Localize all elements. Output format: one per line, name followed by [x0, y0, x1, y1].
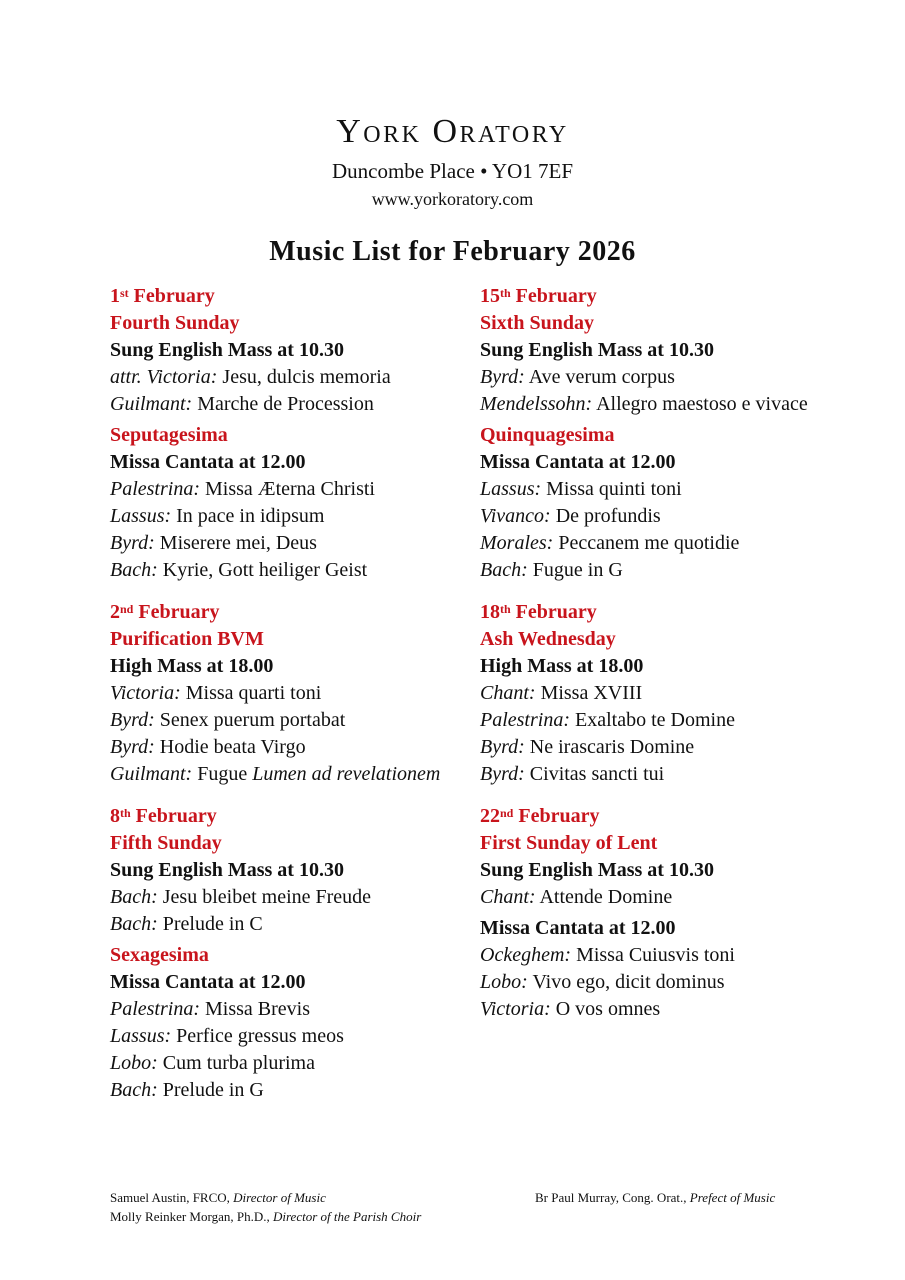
piece-title: Marche de Procession [197, 393, 374, 415]
music-piece [480, 391, 850, 418]
piece-title: Missa quinti toni [546, 478, 682, 500]
org-title: York Oratory [336, 113, 569, 150]
piece-title: Attende Domine [539, 886, 673, 908]
music-piece [110, 911, 470, 938]
music-piece [110, 884, 470, 911]
piece-title: Peccanem me quotidie [558, 532, 740, 554]
date-suffix: th [500, 286, 511, 300]
composer-name: Lobo: [110, 1052, 158, 1074]
music-piece [110, 476, 470, 503]
date-heading [110, 283, 470, 310]
piece-title: Fugue in G [532, 559, 623, 581]
date-month: February [133, 285, 215, 307]
date-month: February [515, 285, 597, 307]
music-piece [480, 734, 850, 761]
service-group [480, 337, 850, 418]
music-piece [110, 680, 470, 707]
footer-right [535, 1188, 775, 1207]
staff-name: Samuel Austin, FRCO, [110, 1190, 230, 1205]
left-column [110, 283, 470, 1119]
footer-left [110, 1188, 421, 1226]
piece-title: Cum turba plurima [162, 1052, 315, 1074]
music-piece [480, 557, 850, 584]
date-day: 22 [480, 805, 500, 827]
day-entry [480, 283, 850, 584]
date-day: 2 [110, 601, 120, 623]
date-heading [480, 283, 850, 310]
service-group [480, 857, 850, 911]
service-time: High Mass at 18.00 [110, 655, 274, 677]
composer-name: Morales: [480, 532, 554, 554]
occasion-title: Fifth Sunday [110, 832, 222, 854]
date-heading [480, 599, 850, 626]
day-entry [480, 599, 850, 788]
music-piece [110, 557, 470, 584]
music-piece [480, 942, 850, 969]
piece-title: Vivo ego, dicit dominus [532, 971, 725, 993]
staff-name: Molly Reinker Morgan, Ph.D., [110, 1209, 270, 1224]
feast-title: Seputagesima [110, 424, 228, 446]
music-piece [110, 1077, 470, 1104]
service-time: High Mass at 18.00 [480, 655, 644, 677]
staff-credit [110, 1188, 421, 1207]
website-link[interactable]: www.yorkoratory.com [371, 189, 534, 209]
piece-title: Missa Æterna Christi [205, 478, 375, 500]
occasion-title: First Sunday of Lent [480, 832, 658, 854]
piece-title: Civitas sancti tui [529, 763, 665, 785]
composer-name: Byrd: [480, 366, 525, 388]
composer-name: Victoria: [110, 682, 181, 704]
date-suffix: nd [500, 806, 514, 820]
composer-name: Guilmant: [110, 763, 193, 785]
staff-credit [535, 1188, 775, 1207]
music-list-title: Music List for February 2026 [269, 236, 636, 267]
composer-name: Bach: [110, 913, 158, 935]
piece-subtitle: Lumen ad revelationem [252, 763, 441, 785]
piece-title: Ave verum corpus [528, 366, 675, 388]
music-piece [110, 503, 470, 530]
day-entry [110, 283, 470, 584]
service-group [110, 337, 470, 418]
service-time: Sung English Mass at 10.30 [480, 339, 714, 361]
music-piece [110, 734, 470, 761]
service-group [110, 422, 470, 584]
date-day: 18 [480, 601, 500, 623]
piece-title: Missa XVIII [540, 682, 643, 704]
date-heading [110, 803, 470, 830]
service-time: Sung English Mass at 10.30 [480, 859, 714, 881]
composer-name: Palestrina: [110, 998, 200, 1020]
composer-name: Vivanco: [480, 505, 551, 527]
staff-credit [110, 1207, 421, 1226]
music-piece [480, 503, 850, 530]
piece-title: Jesu, dulcis memoria [222, 366, 391, 388]
music-piece [110, 707, 470, 734]
composer-name: Byrd: [110, 532, 155, 554]
occasion-title: Sixth Sunday [480, 312, 594, 334]
piece-title: Hodie beata Virgo [159, 736, 306, 758]
composer-name: Lobo: [480, 971, 528, 993]
composer-name: Palestrina: [480, 709, 570, 731]
occasion-title: Fourth Sunday [110, 312, 240, 334]
composer-name: Ockeghem: [480, 944, 572, 966]
piece-title: In pace in idipsum [176, 505, 325, 527]
music-piece [480, 996, 850, 1023]
piece-title: Missa Brevis [205, 998, 310, 1020]
service-group [480, 422, 850, 584]
date-month: February [515, 601, 597, 623]
composer-name: Bach: [110, 559, 158, 581]
piece-title: Fugue [197, 763, 248, 785]
music-piece [480, 364, 850, 391]
date-day: 8 [110, 805, 120, 827]
staff-role: Director of the Parish Choir [272, 1209, 422, 1224]
service-group [110, 653, 470, 788]
page-header [0, 108, 905, 272]
music-piece [480, 530, 850, 557]
piece-title: Miserere mei, Deus [159, 532, 317, 554]
composer-name: Lassus: [480, 478, 542, 500]
date-suffix: th [500, 602, 511, 616]
service-time: Missa Cantata at 12.00 [480, 917, 676, 939]
piece-title: Allegro maestoso e vivace [596, 393, 808, 415]
piece-title: Exaltabo te Domine [575, 709, 735, 731]
date-month: February [518, 805, 600, 827]
service-time: Missa Cantata at 12.00 [480, 451, 676, 473]
piece-title: Jesu bleibet meine Freude [162, 886, 372, 908]
composer-name: Bach: [110, 886, 158, 908]
composer-name: Byrd: [110, 736, 155, 758]
address: Duncombe Place • YO1 7EF [331, 159, 574, 183]
composer-name: Chant: [480, 886, 536, 908]
date-day: 15 [480, 285, 500, 307]
service-time: Missa Cantata at 12.00 [110, 451, 306, 473]
music-piece [110, 391, 470, 418]
occasion-title: Purification BVM [110, 628, 264, 650]
composer-name: Bach: [480, 559, 528, 581]
piece-title: Prelude in C [162, 913, 263, 935]
date-month: February [135, 805, 217, 827]
composer-name: Bach: [110, 1079, 158, 1101]
music-piece [110, 364, 470, 391]
composer-name: Byrd: [480, 736, 525, 758]
staff-role: Director of Music [233, 1190, 326, 1205]
piece-title: Missa quarti toni [185, 682, 322, 704]
piece-title: De profundis [555, 505, 661, 527]
date-suffix: nd [120, 602, 134, 616]
service-time: Missa Cantata at 12.00 [110, 971, 306, 993]
service-group [480, 915, 850, 1023]
date-day: 1 [110, 285, 120, 307]
piece-title: Kyrie, Gott heiliger Geist [162, 559, 368, 581]
composer-name: Lassus: [110, 1025, 172, 1047]
composer-name: Victoria: [480, 998, 551, 1020]
day-entry [480, 803, 850, 1023]
day-entry [110, 803, 470, 1104]
music-piece [480, 884, 850, 911]
composer-name: Byrd: [480, 763, 525, 785]
music-piece [480, 707, 850, 734]
music-piece [110, 530, 470, 557]
piece-title: Missa Cuiusvis toni [576, 944, 735, 966]
staff-role: Prefect of Music [689, 1190, 776, 1205]
music-piece [110, 1023, 470, 1050]
composer-name: Chant: [480, 682, 536, 704]
composer-name: Palestrina: [110, 478, 200, 500]
music-piece [110, 761, 470, 788]
date-suffix: th [120, 806, 131, 820]
date-suffix: st [120, 286, 129, 300]
piece-title: Ne irascaris Domine [529, 736, 695, 758]
music-piece [110, 1050, 470, 1077]
date-heading [480, 803, 850, 830]
piece-title: Perfice gressus meos [176, 1025, 344, 1047]
occasion-title: Ash Wednesday [480, 628, 616, 650]
feast-title: Sexagesima [110, 944, 209, 966]
composer-name: Lassus: [110, 505, 172, 527]
composer-name: attr. Victoria: [110, 366, 218, 388]
day-entry [110, 599, 470, 788]
music-piece [480, 969, 850, 996]
music-piece [110, 996, 470, 1023]
composer-name: Guilmant: [110, 393, 193, 415]
date-heading [110, 599, 470, 626]
service-group [110, 942, 470, 1104]
staff-name: Br Paul Murray, Cong. Orat., [535, 1190, 687, 1205]
service-group [110, 857, 470, 938]
piece-title: Senex puerum portabat [159, 709, 346, 731]
service-time: Sung English Mass at 10.30 [110, 859, 344, 881]
music-piece [480, 476, 850, 503]
composer-name: Mendelssohn: [480, 393, 593, 415]
right-column [480, 283, 850, 1038]
feast-title: Quinquagesima [480, 424, 615, 446]
piece-title: Prelude in G [162, 1079, 264, 1101]
music-piece [480, 761, 850, 788]
service-group [480, 653, 850, 788]
date-month: February [138, 601, 220, 623]
piece-title: O vos omnes [555, 998, 661, 1020]
service-time: Sung English Mass at 10.30 [110, 339, 344, 361]
music-piece [480, 680, 850, 707]
composer-name: Byrd: [110, 709, 155, 731]
